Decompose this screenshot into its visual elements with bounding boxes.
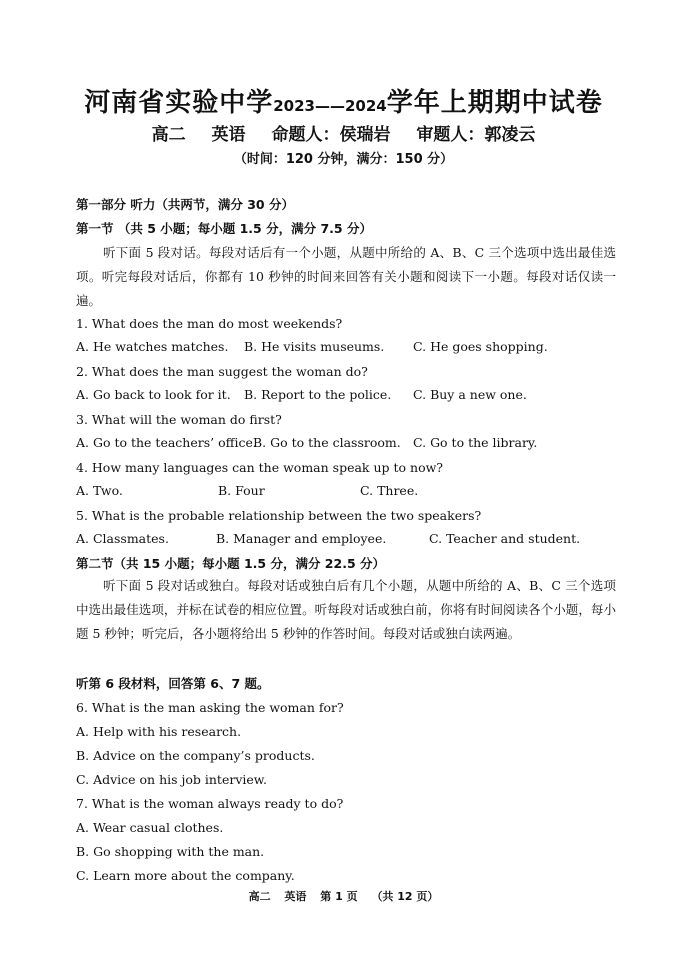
question-3: 3. What will the woman do first? [76,412,282,427]
q4-option-b: B. Four [218,483,265,498]
q3-option-a: A. Go to the teachers’ office. [76,435,257,450]
q4-option-c: C. Three. [360,483,419,498]
q3-option-c: C. Go to the library. [413,435,538,450]
footer-page-number: 第 1 页 [320,890,358,903]
q3-option-b: B. Go to the classroom. [253,435,401,450]
footer-total-pages: （共 12 页） [371,890,439,903]
question-7: 7. What is the woman always ready to do? [76,796,344,811]
q5-option-c: C. Teacher and student. [429,531,581,546]
q2-option-c: C. Buy a new one. [413,387,527,402]
subject-label: 英语 [211,125,246,145]
q7-option-c: C. Learn more about the company. [76,868,295,883]
title-years: 2023——2024 [273,97,387,115]
title-term: 学年上期期中试卷 [386,88,603,118]
question-6: 6. What is the man asking the woman for? [76,700,344,715]
question-5: 5. What is the probable relationship between the two speakers? [76,508,482,523]
q6-option-b: B. Advice on the company’s products. [76,748,315,763]
footer-subject: 英语 [284,890,307,903]
footer-grade: 高二 [248,890,271,903]
reviewer-label: 审题人：郭凌云 [416,125,536,145]
q6-option-c: C. Advice on his job interview. [76,772,267,787]
question-2: 2. What does the man suggest the woman do? [76,364,368,379]
time-info: （时间：120 分钟，满分：150 分） [233,152,454,167]
q5-option-a: A. Classmates. [76,531,169,546]
section1-instructions: 听下面 5 段对话。每段对话后有一个小题，从题中所给的 A、B、C 三个选项中选出最佳选项。听完每段对话后，你都有 10 秒钟的时间来回答有关小题和阅读下一小题。每段对话仅读一遍。 [76,245,616,308]
question-1: 1. What does the man do most weekends? [76,316,343,331]
grade-label: 高二 [151,125,186,145]
exam-title [0,82,687,119]
q4-option-a: A. Two. [76,483,123,498]
section1-heading: 第一节 （共 5 小题；每小题 1.5 分，满分 7.5 分） [76,221,372,236]
q1-option-c: C. He goes shopping. [413,339,548,354]
page-footer [0,888,687,904]
question-4: 4. How many languages can the woman speak up to now? [76,460,443,475]
q2-option-a: A. Go back to look for it. [76,387,231,402]
exam-subtitle [0,120,687,145]
q5-option-b: B. Manager and employee. [216,531,387,546]
material-6-heading: 听第 6 段材料，回答第 6、7 题。 [76,676,270,691]
section2-instructions: 听下面 5 段对话或独白。每段对话或独白后有几个小题，从题中所给的 A、B、C 三个选项中选出最佳选项，并标在试卷的相应位置。听每段对话或独白前，你将有时间阅读各个小题，每小题 5 秒钟；听完后，各小题将给出 5 秒钟的作答时间。每段对话或独白读两遍。 [76,578,616,641]
title-school: 河南省实验中学 [84,88,274,118]
part1-heading: 第一部分 听力（共两节，满分 30 分） [76,197,294,212]
q1-option-a: A. He watches matches. [76,339,229,354]
q2-option-b: B. Report to the police. [244,387,392,402]
q1-option-b: B. He visits museums. [244,339,385,354]
q7-option-a: A. Wear casual clothes. [76,820,224,835]
q6-option-a: A. Help with his research. [76,724,242,739]
author-label: 命题人：侯瑞岩 [271,125,391,145]
section2-heading: 第二节（共 15 小题；每小题 1.5 分，满分 22.5 分） [76,556,385,571]
q7-option-b: B. Go shopping with the man. [76,844,265,859]
